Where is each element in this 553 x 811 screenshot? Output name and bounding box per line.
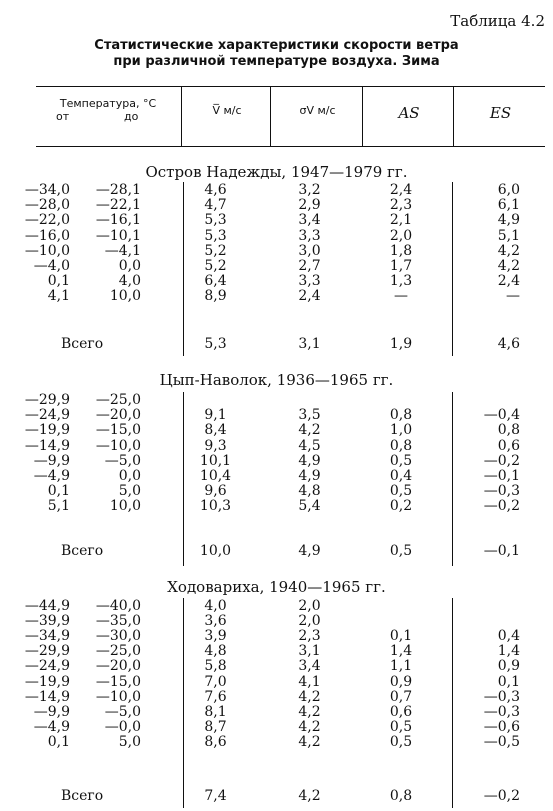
cell-from: —16,0 (24, 227, 70, 244)
title-line-1: Статистические характеристики скорости ветра (94, 38, 459, 53)
cell-to: —10,0 (95, 437, 141, 454)
cell-e: 0,1 (497, 673, 520, 690)
total-s: 3,1 (298, 336, 321, 352)
section-title: Цып-Наволок, 1936—1965 гг. (159, 371, 394, 389)
cell-to: 0,0 (118, 258, 141, 274)
cell-from: —9,9 (33, 452, 70, 469)
total-row (0, 544, 553, 559)
total-e: 4,6 (497, 336, 520, 352)
cell-s: 2,0 (298, 598, 321, 614)
total-s: 4,2 (298, 788, 321, 804)
total-label: Всего (61, 336, 104, 352)
cell-from: 4,1 (47, 288, 70, 305)
cell-s: 3,1 (298, 643, 321, 660)
cell-to: —15,0 (95, 673, 141, 690)
cell-e: —0,1 (483, 468, 520, 484)
cell-to: —16,1 (95, 212, 141, 229)
cell-to: 4,0 (118, 273, 141, 290)
total-row (0, 337, 553, 352)
total-a: 0,8 (389, 788, 413, 804)
cell-v: 7,0 (204, 673, 227, 690)
cell-to: —5,0 (104, 703, 141, 720)
total-row (0, 789, 553, 804)
cell-v: 7,6 (204, 688, 227, 705)
header-divider-3 (362, 86, 363, 146)
cell-v: 4,8 (204, 643, 227, 660)
cell-to: 10,0 (109, 498, 141, 515)
table-row (0, 499, 553, 514)
cell-v: 8,6 (204, 733, 227, 750)
cell-s: 4,2 (298, 422, 321, 439)
cell-a: — (394, 288, 408, 305)
cell-s: 4,9 (298, 468, 321, 484)
cell-s: 4,9 (298, 452, 321, 469)
cell-e: 4,2 (497, 242, 520, 259)
header-from: от (56, 110, 70, 123)
cell-e: 4,9 (497, 212, 520, 229)
cell-s: 2,7 (298, 258, 321, 274)
cell-v: 9,1 (204, 407, 227, 424)
cell-a: 0,1 (389, 628, 413, 645)
cell-s: 4,2 (298, 688, 321, 705)
header-kurtosis: ES (489, 104, 512, 122)
cell-to: —35,0 (95, 613, 141, 630)
cell-a: 2,1 (389, 212, 413, 229)
cell-v: 9,3 (204, 437, 227, 454)
table-row (0, 469, 553, 484)
table-row (0, 229, 553, 244)
cell-v: 8,4 (204, 422, 227, 439)
cell-e: 2,4 (497, 273, 520, 290)
cell-v: 4,7 (204, 197, 227, 214)
cell-e: —0,3 (483, 688, 520, 705)
cell-v: 10,4 (199, 468, 232, 484)
total-v: 7,4 (204, 788, 227, 804)
section-title: Ходовариха, 1940—1965 гг. (167, 578, 386, 596)
cell-v: 5,8 (204, 658, 227, 675)
cell-to: —5,0 (104, 452, 141, 469)
cell-e: 6,1 (497, 197, 520, 214)
cell-e: —0,4 (483, 407, 520, 424)
cell-s: 3,0 (298, 242, 321, 259)
cell-a: 1,4 (389, 643, 413, 660)
cell-s: 3,5 (298, 407, 321, 424)
cell-from: —19,9 (24, 673, 70, 690)
cell-v: 9,6 (204, 483, 227, 500)
table-row (0, 408, 553, 423)
cell-from: —39,9 (24, 613, 70, 630)
header-divider-2 (270, 86, 271, 146)
total-label: Всего (61, 788, 104, 804)
cell-a: 2,3 (389, 197, 413, 214)
cell-e: —0,3 (483, 703, 520, 720)
table-title (0, 38, 553, 70)
table-row (0, 393, 553, 408)
header-top-rule (36, 86, 545, 87)
cell-from: —4,0 (33, 258, 70, 274)
cell-a: 1,3 (389, 273, 413, 290)
cell-to: —30,0 (95, 628, 141, 645)
cell-to: —20,0 (95, 658, 141, 675)
cell-a: 0,5 (389, 718, 413, 735)
cell-e: 0,4 (497, 628, 520, 645)
total-v: 5,3 (204, 336, 227, 352)
cell-to: 5,0 (118, 733, 141, 750)
cell-from: —22,0 (24, 212, 70, 229)
total-a: 1,9 (389, 336, 413, 352)
cell-from: —4,9 (33, 718, 70, 735)
cell-a: 1,7 (389, 258, 413, 274)
cell-a: 1,8 (389, 242, 413, 259)
cell-v: 4,0 (204, 598, 227, 614)
cell-s: 2,9 (298, 197, 321, 214)
cell-from: 0,1 (47, 733, 70, 750)
header-temperature-label: Температура, °C (59, 97, 157, 110)
cell-e: 0,9 (497, 658, 520, 675)
cell-s: 3,2 (298, 182, 321, 198)
table-row (0, 720, 553, 735)
cell-to: —40,0 (95, 598, 141, 614)
cell-from: —44,9 (24, 598, 70, 614)
table-row (0, 423, 553, 438)
cell-to: —22,1 (95, 197, 141, 214)
cell-from: —14,9 (24, 688, 70, 705)
cell-s: 5,4 (298, 498, 321, 515)
cell-v: 8,1 (204, 703, 227, 720)
cell-e: 5,1 (497, 227, 520, 244)
cell-to: —4,1 (104, 242, 141, 259)
cell-a: 0,6 (389, 703, 413, 720)
cell-e: 1,4 (497, 643, 520, 660)
cell-e: —0,3 (483, 483, 520, 500)
cell-e: —0,6 (483, 718, 520, 735)
cell-s: 4,8 (298, 483, 321, 500)
cell-from: 0,1 (47, 483, 70, 500)
cell-a: 0,5 (389, 483, 413, 500)
header-divider-4 (453, 86, 454, 146)
cell-s: 4,2 (298, 733, 321, 750)
cell-a: 0,4 (389, 468, 413, 484)
table-row (0, 289, 553, 304)
cell-to: 10,0 (109, 288, 141, 305)
table-row (0, 484, 553, 499)
cell-a: 1,1 (389, 658, 413, 675)
cell-from: —34,0 (24, 182, 70, 198)
cell-s: 2,3 (298, 628, 321, 645)
header-skewness: AS (398, 104, 420, 122)
table-number: Таблица 4.2 (450, 12, 545, 30)
cell-e: 6,0 (497, 182, 520, 198)
cell-to: —20,0 (95, 407, 141, 424)
cell-v: 8,7 (204, 718, 227, 735)
cell-e: 4,2 (497, 258, 520, 274)
table-row (0, 629, 553, 644)
total-e: —0,1 (483, 543, 520, 559)
table-row (0, 735, 553, 750)
cell-v: 5,3 (204, 212, 227, 229)
cell-from: —34,9 (24, 628, 70, 645)
cell-v: 5,2 (204, 242, 227, 259)
cell-s: 2,0 (298, 613, 321, 630)
cell-e: 0,8 (497, 422, 520, 439)
cell-from: —29,9 (24, 392, 70, 408)
cell-a: 2,0 (389, 227, 413, 244)
table-row (0, 675, 553, 690)
cell-from: —4,9 (33, 468, 70, 484)
cell-v: 10,1 (199, 452, 232, 469)
cell-from: —10,0 (24, 242, 70, 259)
header-divider-1 (181, 86, 182, 146)
table-row (0, 259, 553, 274)
cell-a: 0,8 (389, 407, 413, 424)
cell-to: —25,0 (95, 392, 141, 408)
table-row (0, 614, 553, 629)
cell-a: 0,8 (389, 437, 413, 454)
header-to: до (124, 110, 139, 123)
cell-from: 5,1 (47, 498, 70, 515)
cell-to: 5,0 (118, 483, 141, 500)
cell-s: 4,2 (298, 718, 321, 735)
cell-to: —10,0 (95, 688, 141, 705)
cell-v: 10,3 (199, 498, 232, 515)
cell-s: 4,1 (298, 673, 321, 690)
table-row (0, 644, 553, 659)
cell-from: 0,1 (47, 273, 70, 290)
cell-to: —15,0 (95, 422, 141, 439)
cell-from: —24,9 (24, 658, 70, 675)
cell-s: 3,3 (298, 227, 321, 244)
cell-a: 2,4 (389, 182, 413, 198)
header-temperature (42, 97, 174, 124)
table-row (0, 659, 553, 674)
cell-s: 3,4 (298, 212, 321, 229)
table-row (0, 213, 553, 228)
cell-v: 5,2 (204, 258, 227, 274)
total-v: 10,0 (199, 543, 232, 559)
total-e: —0,2 (483, 788, 520, 804)
cell-v: 4,6 (204, 182, 227, 198)
table-row (0, 599, 553, 614)
table-row (0, 439, 553, 454)
total-s: 4,9 (298, 543, 321, 559)
table-row (0, 244, 553, 259)
cell-to: —25,0 (95, 643, 141, 660)
cell-from: —9,9 (33, 703, 70, 720)
cell-s: 2,4 (298, 288, 321, 305)
cell-from: —29,9 (24, 643, 70, 660)
cell-s: 4,5 (298, 437, 321, 454)
cell-to: 0,0 (118, 468, 141, 484)
cell-v: 6,4 (204, 273, 227, 290)
cell-e: —0,5 (483, 733, 520, 750)
cell-v: 8,9 (204, 288, 227, 305)
cell-from: —28,0 (24, 197, 70, 214)
total-label: Всего (61, 543, 104, 559)
total-a: 0,5 (389, 543, 413, 559)
table-row (0, 690, 553, 705)
cell-e: —0,2 (483, 498, 520, 515)
cell-a: 0,9 (389, 673, 413, 690)
cell-v: 3,6 (204, 613, 227, 630)
table-row (0, 198, 553, 213)
table-row (0, 274, 553, 289)
cell-s: 4,2 (298, 703, 321, 720)
cell-to: —0,0 (104, 718, 141, 735)
cell-a: 0,7 (389, 688, 413, 705)
cell-e: —0,2 (483, 452, 520, 469)
header-std-dev: σV м/с (299, 104, 336, 117)
cell-s: 3,3 (298, 273, 321, 290)
cell-e: 0,6 (497, 437, 520, 454)
cell-a: 1,0 (389, 422, 413, 439)
title-line-2: при различной температуре воздуха. Зима (113, 54, 440, 69)
header-mean-speed: V̅ м/с (212, 104, 242, 117)
header-bottom-rule (36, 146, 545, 147)
cell-a: 0,2 (389, 498, 413, 515)
cell-s: 3,4 (298, 658, 321, 675)
table-row (0, 705, 553, 720)
table-row (0, 454, 553, 469)
cell-e: — (506, 288, 520, 305)
cell-from: —24,9 (24, 407, 70, 424)
table-row (0, 183, 553, 198)
cell-v: 5,3 (204, 227, 227, 244)
section-title: Остров Надежды, 1947—1979 гг. (145, 163, 408, 181)
cell-from: —14,9 (24, 437, 70, 454)
cell-a: 0,5 (389, 733, 413, 750)
cell-v: 3,9 (204, 628, 227, 645)
cell-from: —19,9 (24, 422, 70, 439)
cell-a: 0,5 (389, 452, 413, 469)
cell-to: —28,1 (95, 182, 141, 198)
cell-to: —10,1 (95, 227, 141, 244)
